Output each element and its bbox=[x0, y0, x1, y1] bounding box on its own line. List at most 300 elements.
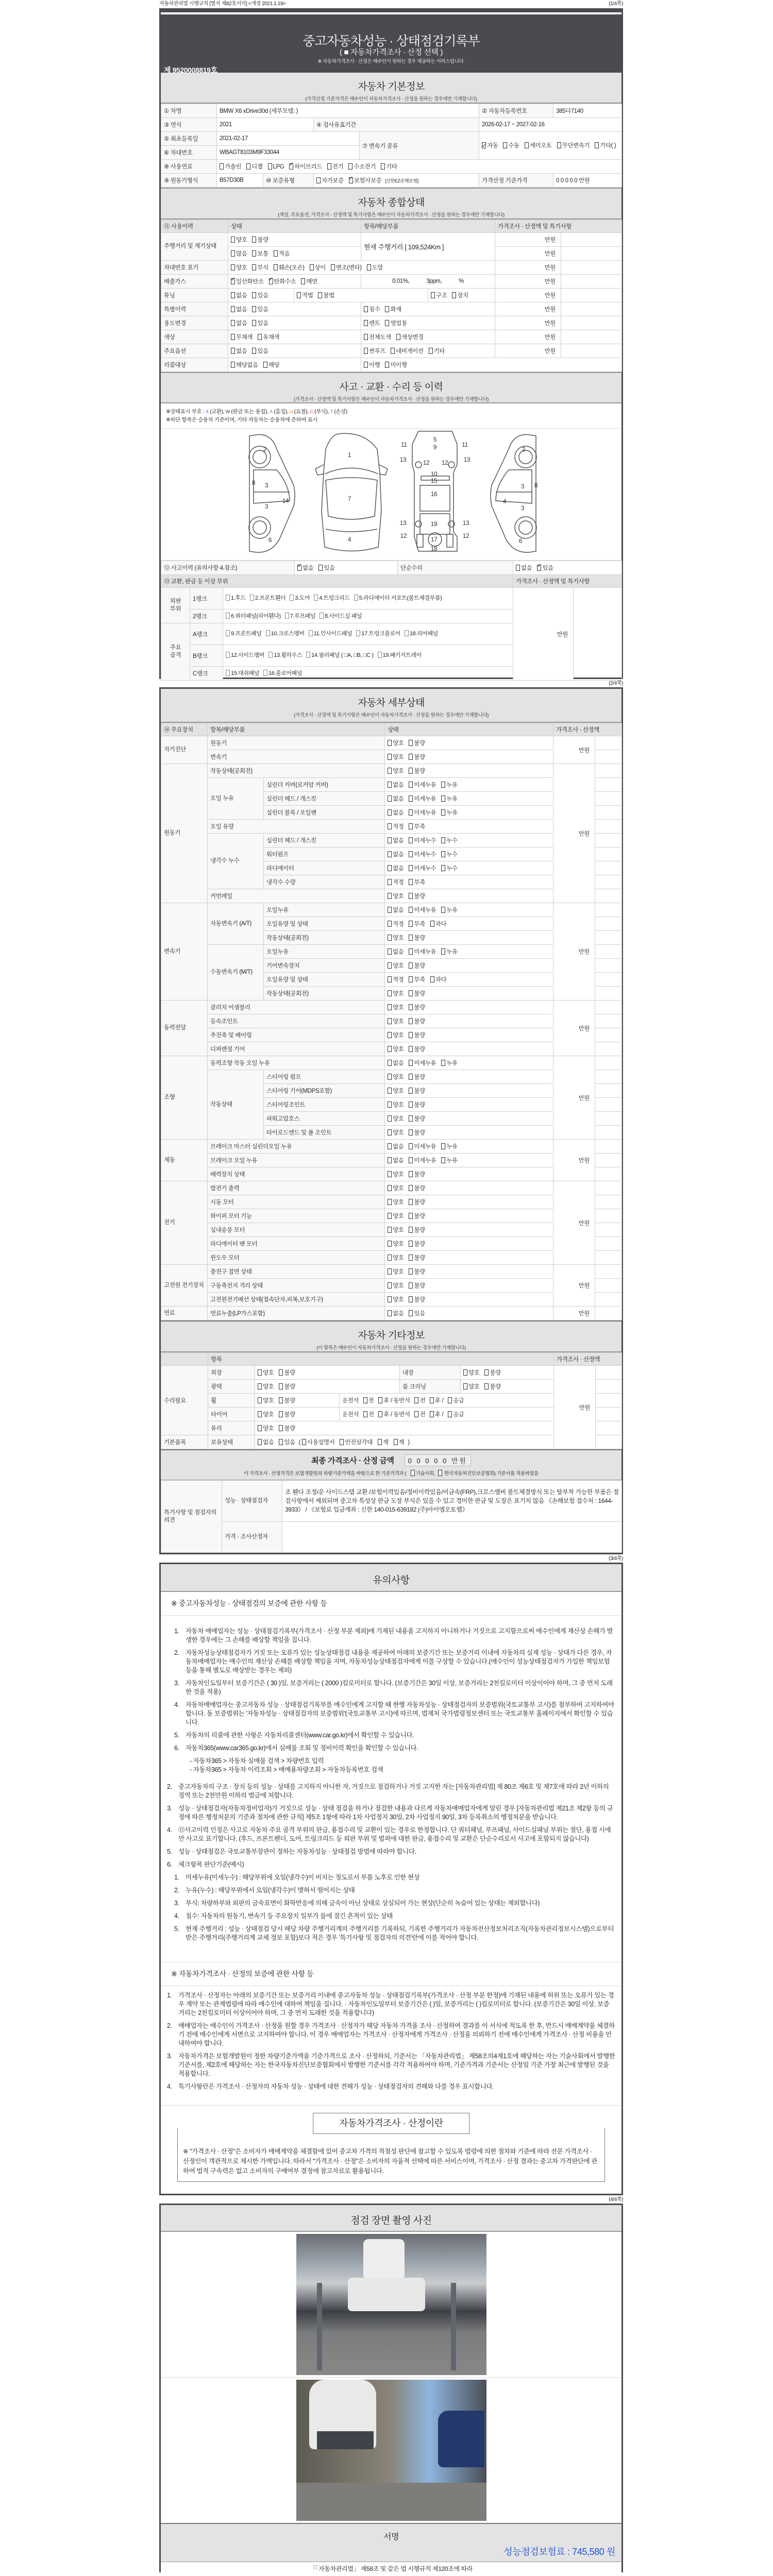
checkbox-option[interactable] bbox=[406, 866, 436, 872]
checkbox-option[interactable] bbox=[249, 237, 268, 243]
checkbox[interactable] bbox=[302, 1439, 306, 1445]
checkbox-option[interactable] bbox=[276, 1426, 295, 1432]
checkbox-option[interactable] bbox=[406, 796, 436, 802]
checkbox[interactable] bbox=[448, 1397, 452, 1403]
checkbox-option[interactable] bbox=[276, 1370, 295, 1376]
checkbox-option[interactable] bbox=[324, 164, 343, 170]
checkbox[interactable] bbox=[250, 595, 254, 601]
checkbox[interactable] bbox=[378, 1439, 382, 1445]
checkbox[interactable] bbox=[537, 565, 541, 571]
checkbox[interactable] bbox=[484, 1383, 489, 1389]
checkbox-option[interactable] bbox=[388, 1158, 404, 1164]
checkbox-option[interactable] bbox=[298, 279, 317, 285]
checkbox[interactable] bbox=[409, 1032, 413, 1038]
checkbox[interactable] bbox=[306, 652, 310, 658]
checkbox[interactable] bbox=[252, 236, 256, 243]
checkbox[interactable] bbox=[231, 264, 235, 270]
checkbox-option[interactable] bbox=[388, 740, 404, 747]
checkbox[interactable] bbox=[388, 1101, 392, 1108]
checkbox-option[interactable] bbox=[406, 935, 425, 941]
checkbox[interactable] bbox=[226, 613, 230, 619]
checkbox[interactable] bbox=[310, 264, 314, 270]
checkbox-option[interactable] bbox=[231, 251, 247, 257]
checkbox[interactable] bbox=[396, 334, 400, 340]
checkbox-option[interactable] bbox=[438, 866, 457, 872]
checkbox-option[interactable] bbox=[406, 782, 436, 788]
checkbox-option[interactable] bbox=[258, 1412, 274, 1418]
checkbox-option[interactable] bbox=[302, 1439, 335, 1446]
checkbox[interactable] bbox=[274, 264, 278, 270]
checkbox-option[interactable] bbox=[463, 1384, 479, 1390]
checkbox[interactable] bbox=[388, 990, 392, 996]
checkbox[interactable] bbox=[414, 1411, 418, 1417]
checkbox-option[interactable] bbox=[388, 1227, 404, 1233]
part-option[interactable] bbox=[290, 595, 310, 602]
checkbox-option[interactable] bbox=[500, 143, 519, 149]
checkbox-option[interactable] bbox=[406, 852, 436, 858]
checkbox[interactable] bbox=[388, 851, 392, 857]
checkbox[interactable] bbox=[463, 1383, 467, 1389]
checkbox[interactable] bbox=[441, 851, 445, 857]
checkbox[interactable] bbox=[388, 921, 392, 927]
checkbox[interactable] bbox=[252, 306, 256, 312]
checkbox[interactable] bbox=[314, 595, 318, 601]
checkbox-option[interactable] bbox=[231, 362, 258, 368]
checkbox-option[interactable] bbox=[388, 1102, 404, 1108]
checkbox-option[interactable] bbox=[388, 1241, 404, 1247]
checkbox[interactable] bbox=[388, 1129, 392, 1136]
checkbox[interactable] bbox=[252, 348, 256, 354]
checkbox-option[interactable] bbox=[388, 754, 404, 760]
checkbox[interactable] bbox=[388, 1074, 392, 1080]
checkbox[interactable] bbox=[364, 334, 368, 340]
checkbox-option[interactable] bbox=[406, 1241, 425, 1247]
checkbox-option[interactable] bbox=[388, 879, 404, 886]
checkbox-option[interactable] bbox=[463, 1370, 479, 1376]
checkbox-option[interactable] bbox=[258, 1384, 274, 1390]
checkbox-option[interactable] bbox=[375, 1439, 389, 1446]
checkbox-option[interactable] bbox=[249, 293, 268, 299]
checkbox-option[interactable] bbox=[406, 1172, 425, 1178]
checkbox[interactable] bbox=[388, 809, 392, 816]
checkbox[interactable] bbox=[274, 250, 278, 257]
checkbox-option[interactable] bbox=[406, 1088, 425, 1094]
checkbox[interactable] bbox=[388, 1032, 392, 1038]
checkbox[interactable] bbox=[231, 348, 235, 354]
checkbox[interactable] bbox=[409, 1241, 413, 1247]
part-option[interactable] bbox=[314, 595, 350, 602]
checkbox[interactable] bbox=[279, 1425, 283, 1431]
checkbox-option[interactable] bbox=[382, 307, 401, 313]
checkbox[interactable] bbox=[405, 630, 409, 636]
checkbox[interactable] bbox=[388, 1143, 392, 1149]
checkbox[interactable] bbox=[441, 782, 445, 788]
checkbox[interactable] bbox=[430, 921, 434, 927]
checkbox[interactable] bbox=[441, 795, 445, 802]
checkbox-option[interactable] bbox=[249, 251, 268, 257]
checkbox-option[interactable] bbox=[592, 143, 616, 149]
checkbox[interactable] bbox=[409, 1018, 413, 1024]
checkbox-option[interactable] bbox=[271, 251, 290, 257]
part-option[interactable] bbox=[320, 613, 362, 620]
checkbox-option[interactable] bbox=[231, 320, 247, 327]
checkbox[interactable] bbox=[279, 1397, 283, 1403]
checkbox[interactable] bbox=[279, 1411, 283, 1417]
checkbox-option[interactable] bbox=[258, 1439, 274, 1446]
checkbox-option[interactable] bbox=[438, 838, 457, 844]
checkbox[interactable] bbox=[411, 1470, 415, 1476]
checkbox-option[interactable] bbox=[438, 782, 457, 788]
checkbox-option[interactable] bbox=[481, 1384, 500, 1390]
checkbox-option[interactable] bbox=[231, 237, 247, 243]
checkbox-option[interactable] bbox=[249, 320, 268, 327]
checkbox[interactable] bbox=[231, 292, 235, 298]
checkbox[interactable] bbox=[409, 893, 413, 899]
checkbox-option[interactable] bbox=[307, 265, 326, 271]
checkbox[interactable] bbox=[388, 795, 392, 802]
checkbox[interactable] bbox=[297, 292, 301, 298]
checkbox[interactable] bbox=[595, 142, 599, 148]
checkbox-option[interactable] bbox=[427, 921, 446, 927]
checkbox-option[interactable] bbox=[388, 1130, 404, 1136]
checkbox[interactable] bbox=[246, 163, 250, 170]
checkbox[interactable] bbox=[441, 1143, 445, 1149]
checkbox-option[interactable] bbox=[406, 1213, 425, 1219]
checkbox-option[interactable] bbox=[406, 1019, 425, 1025]
checkbox[interactable] bbox=[258, 1397, 262, 1403]
checkbox[interactable] bbox=[388, 935, 392, 941]
checkbox[interactable] bbox=[385, 362, 389, 368]
checkbox-option[interactable] bbox=[388, 1213, 404, 1219]
checkbox-option[interactable] bbox=[406, 949, 436, 955]
checkbox-option[interactable] bbox=[258, 1398, 274, 1404]
checkbox[interactable] bbox=[388, 879, 392, 885]
checkbox[interactable] bbox=[388, 1255, 392, 1261]
checkbox-option[interactable] bbox=[406, 1297, 425, 1303]
checkbox[interactable] bbox=[388, 1213, 392, 1219]
checkbox-option[interactable] bbox=[276, 1439, 295, 1446]
checkbox[interactable] bbox=[364, 348, 368, 354]
checkbox-option[interactable] bbox=[406, 1255, 425, 1261]
checkbox-option[interactable] bbox=[271, 265, 305, 271]
part-option[interactable] bbox=[226, 595, 246, 602]
checkbox-option[interactable] bbox=[388, 963, 404, 969]
checkbox-option[interactable] bbox=[438, 1060, 457, 1066]
checkbox[interactable] bbox=[309, 630, 313, 636]
checkbox-option[interactable] bbox=[406, 768, 425, 774]
checkbox[interactable] bbox=[388, 948, 392, 955]
checkbox[interactable] bbox=[258, 1383, 262, 1389]
checkbox[interactable] bbox=[364, 320, 368, 326]
checkbox-option[interactable] bbox=[516, 565, 532, 571]
checkbox[interactable] bbox=[409, 935, 413, 941]
checkbox-option[interactable] bbox=[406, 754, 425, 760]
checkbox[interactable] bbox=[318, 565, 323, 571]
checkbox[interactable] bbox=[381, 163, 385, 170]
checkbox[interactable] bbox=[226, 652, 230, 658]
part-option[interactable] bbox=[266, 630, 305, 638]
checkbox[interactable] bbox=[452, 292, 456, 298]
checkbox[interactable] bbox=[258, 334, 262, 340]
part-option[interactable] bbox=[405, 630, 438, 638]
checkbox[interactable] bbox=[268, 163, 272, 170]
checkbox-option[interactable] bbox=[388, 1088, 404, 1094]
checkbox[interactable] bbox=[441, 948, 445, 955]
checkbox[interactable] bbox=[409, 990, 413, 996]
checkbox-option[interactable] bbox=[438, 796, 457, 802]
checkbox[interactable] bbox=[388, 1157, 392, 1163]
checkbox-option[interactable] bbox=[426, 348, 445, 354]
checkbox-option[interactable] bbox=[406, 740, 425, 747]
checkbox-option[interactable] bbox=[438, 907, 457, 913]
checkbox[interactable] bbox=[409, 865, 413, 871]
checkbox-option[interactable] bbox=[388, 1060, 404, 1066]
checkbox-option[interactable] bbox=[522, 143, 552, 149]
checkbox[interactable] bbox=[320, 613, 324, 619]
checkbox-option[interactable] bbox=[231, 265, 247, 271]
checkbox-option[interactable] bbox=[406, 1144, 436, 1150]
checkbox[interactable] bbox=[388, 1185, 392, 1191]
part-option[interactable] bbox=[226, 613, 281, 620]
checkbox[interactable] bbox=[263, 362, 267, 368]
checkbox[interactable] bbox=[388, 893, 392, 899]
checkbox-option[interactable] bbox=[345, 164, 376, 170]
checkbox[interactable] bbox=[301, 278, 305, 284]
checkbox-option[interactable] bbox=[406, 879, 425, 886]
checkbox-option[interactable] bbox=[388, 1046, 404, 1053]
checkbox-option[interactable] bbox=[388, 977, 404, 983]
checkbox-option[interactable] bbox=[286, 164, 322, 170]
checkbox-option[interactable] bbox=[388, 1032, 404, 1039]
checkbox-option[interactable] bbox=[231, 307, 247, 313]
part-option[interactable] bbox=[354, 595, 442, 602]
checkbox[interactable] bbox=[385, 306, 389, 312]
checkbox[interactable] bbox=[409, 1157, 413, 1163]
checkbox[interactable] bbox=[331, 264, 335, 270]
checkbox[interactable] bbox=[409, 1185, 413, 1191]
checkbox-option[interactable] bbox=[481, 1370, 500, 1376]
checkbox[interactable] bbox=[226, 595, 230, 601]
checkbox-option[interactable] bbox=[388, 1199, 404, 1206]
checkbox-option[interactable] bbox=[266, 279, 296, 285]
checkbox[interactable] bbox=[269, 278, 273, 284]
checkbox[interactable] bbox=[268, 652, 273, 658]
checkbox-option[interactable] bbox=[258, 1370, 274, 1376]
checkbox-option[interactable] bbox=[316, 178, 344, 184]
checkbox[interactable] bbox=[220, 163, 224, 170]
checkbox-option[interactable] bbox=[438, 810, 457, 816]
checkbox[interactable] bbox=[290, 595, 294, 601]
checkbox-option[interactable] bbox=[449, 293, 468, 299]
checkbox[interactable] bbox=[258, 1369, 262, 1376]
checkbox[interactable] bbox=[231, 278, 235, 284]
checkbox-option[interactable] bbox=[388, 1074, 404, 1080]
checkbox[interactable] bbox=[394, 1439, 398, 1445]
checkbox[interactable] bbox=[231, 306, 235, 312]
checkbox[interactable] bbox=[388, 1088, 392, 1094]
checkbox-option[interactable] bbox=[388, 1255, 404, 1261]
checkbox[interactable] bbox=[378, 1411, 382, 1417]
checkbox[interactable] bbox=[557, 142, 561, 148]
checkbox[interactable] bbox=[463, 1369, 467, 1376]
checkbox-option[interactable] bbox=[406, 1116, 425, 1122]
checkbox[interactable] bbox=[258, 1425, 262, 1431]
checkbox[interactable] bbox=[252, 250, 256, 257]
checkbox[interactable] bbox=[327, 163, 331, 170]
checkbox[interactable] bbox=[289, 163, 293, 170]
checkbox-option[interactable] bbox=[276, 1384, 295, 1390]
checkbox-option[interactable] bbox=[258, 1426, 274, 1432]
checkbox-option[interactable] bbox=[438, 1158, 457, 1164]
checkbox-option[interactable] bbox=[388, 866, 404, 872]
checkbox[interactable] bbox=[429, 348, 433, 354]
checkbox-option[interactable] bbox=[406, 1074, 425, 1080]
checkbox[interactable] bbox=[363, 1397, 367, 1403]
part-option[interactable] bbox=[226, 652, 264, 659]
checkbox-option[interactable] bbox=[388, 768, 404, 774]
checkbox-option[interactable] bbox=[249, 348, 268, 354]
checkbox-option[interactable] bbox=[388, 1144, 404, 1150]
checkbox-option[interactable] bbox=[427, 977, 446, 983]
checkbox-option[interactable] bbox=[364, 320, 380, 327]
checkbox-option[interactable] bbox=[406, 1158, 436, 1164]
checkbox[interactable] bbox=[388, 1171, 392, 1177]
checkbox-option[interactable] bbox=[388, 1283, 404, 1289]
checkbox[interactable] bbox=[258, 1439, 262, 1445]
part-option[interactable] bbox=[250, 595, 286, 602]
checkbox[interactable] bbox=[441, 809, 445, 816]
checkbox[interactable] bbox=[356, 630, 360, 636]
checkbox-option[interactable] bbox=[382, 362, 407, 368]
checkbox[interactable] bbox=[409, 1129, 413, 1136]
checkbox-option[interactable] bbox=[406, 991, 425, 997]
checkbox[interactable] bbox=[226, 630, 230, 636]
checkbox[interactable] bbox=[409, 1074, 413, 1080]
checkbox[interactable] bbox=[367, 264, 371, 270]
part-option[interactable] bbox=[268, 652, 302, 659]
checkbox[interactable] bbox=[430, 1397, 434, 1403]
checkbox-option[interactable] bbox=[388, 838, 404, 844]
checkbox-option[interactable] bbox=[438, 949, 457, 955]
checkbox[interactable] bbox=[385, 320, 389, 326]
checkbox-option[interactable] bbox=[406, 1046, 425, 1053]
checkbox-option[interactable] bbox=[260, 362, 279, 368]
checkbox-option[interactable] bbox=[391, 1439, 405, 1446]
checkbox[interactable] bbox=[409, 1296, 413, 1302]
checkbox[interactable] bbox=[409, 976, 413, 982]
checkbox-option[interactable] bbox=[364, 334, 391, 341]
checkbox-option[interactable] bbox=[388, 949, 404, 955]
checkbox[interactable] bbox=[431, 292, 435, 298]
checkbox[interactable] bbox=[252, 320, 256, 326]
checkbox-option[interactable] bbox=[406, 1199, 425, 1206]
checkbox[interactable] bbox=[388, 962, 392, 969]
checkbox[interactable] bbox=[252, 264, 256, 270]
checkbox-option[interactable] bbox=[364, 265, 383, 271]
checkbox[interactable] bbox=[388, 1060, 392, 1066]
checkbox-option[interactable] bbox=[388, 935, 404, 941]
checkbox[interactable] bbox=[364, 306, 368, 312]
checkbox[interactable] bbox=[409, 1101, 413, 1108]
checkbox[interactable] bbox=[231, 236, 235, 243]
checkbox[interactable] bbox=[349, 177, 353, 183]
checkbox[interactable] bbox=[409, 1004, 413, 1010]
checkbox-option[interactable] bbox=[388, 810, 404, 816]
checkbox-option[interactable] bbox=[406, 1060, 436, 1066]
checkbox[interactable] bbox=[378, 1397, 382, 1403]
checkbox-option[interactable] bbox=[388, 348, 424, 354]
checkbox[interactable] bbox=[409, 1088, 413, 1094]
checkbox[interactable] bbox=[388, 1282, 392, 1289]
checkbox-option[interactable] bbox=[388, 1172, 404, 1178]
checkbox[interactable] bbox=[409, 1171, 413, 1177]
checkbox-option[interactable] bbox=[249, 265, 268, 271]
checkbox[interactable] bbox=[388, 782, 392, 788]
checkbox-option[interactable] bbox=[406, 810, 436, 816]
checkbox[interactable] bbox=[285, 613, 289, 619]
checkbox[interactable] bbox=[266, 630, 270, 636]
part-option[interactable] bbox=[285, 613, 315, 620]
checkbox[interactable] bbox=[279, 1439, 283, 1445]
checkbox[interactable] bbox=[388, 1115, 392, 1122]
part-option[interactable] bbox=[356, 630, 400, 638]
checkbox[interactable] bbox=[388, 837, 392, 843]
checkbox[interactable] bbox=[409, 768, 413, 774]
checkbox-option[interactable] bbox=[315, 565, 334, 571]
checkbox-option[interactable] bbox=[346, 178, 382, 184]
checkbox[interactable] bbox=[482, 142, 486, 148]
checkbox-option[interactable] bbox=[406, 1283, 425, 1289]
checkbox-option[interactable] bbox=[388, 796, 404, 802]
checkbox[interactable] bbox=[409, 1060, 413, 1066]
checkbox-option[interactable] bbox=[231, 348, 247, 354]
checkbox[interactable] bbox=[409, 1213, 413, 1219]
checkbox[interactable] bbox=[409, 754, 413, 760]
checkbox[interactable] bbox=[279, 1369, 283, 1376]
checkbox[interactable] bbox=[388, 907, 392, 913]
checkbox[interactable] bbox=[409, 1115, 413, 1122]
checkbox-option[interactable] bbox=[438, 1144, 457, 1150]
checkbox[interactable] bbox=[441, 837, 445, 843]
checkbox[interactable] bbox=[388, 1199, 392, 1205]
checkbox[interactable] bbox=[409, 782, 413, 788]
checkbox-option[interactable] bbox=[406, 1130, 425, 1136]
checkbox[interactable] bbox=[388, 976, 392, 982]
checkbox[interactable] bbox=[438, 1470, 442, 1476]
checkbox[interactable] bbox=[231, 362, 235, 368]
checkbox-option[interactable] bbox=[406, 1311, 425, 1317]
checkbox[interactable] bbox=[316, 177, 321, 183]
checkbox-option[interactable] bbox=[265, 164, 284, 170]
checkbox[interactable] bbox=[409, 795, 413, 802]
checkbox-option[interactable] bbox=[406, 838, 436, 844]
checkbox[interactable] bbox=[448, 1411, 452, 1417]
checkbox-option[interactable] bbox=[406, 1102, 425, 1108]
checkbox-option[interactable] bbox=[438, 852, 457, 858]
checkbox[interactable] bbox=[503, 142, 507, 148]
checkbox-option[interactable] bbox=[431, 293, 447, 299]
checkbox[interactable] bbox=[231, 320, 235, 326]
part-option[interactable] bbox=[378, 652, 422, 659]
checkbox-option[interactable] bbox=[243, 164, 262, 170]
checkbox[interactable] bbox=[409, 809, 413, 816]
checkbox[interactable] bbox=[388, 1268, 392, 1275]
checkbox-option[interactable] bbox=[382, 320, 407, 327]
checkbox[interactable] bbox=[409, 851, 413, 857]
checkbox[interactable] bbox=[409, 1268, 413, 1275]
checkbox-option[interactable] bbox=[276, 1398, 295, 1404]
checkbox[interactable] bbox=[388, 740, 392, 746]
